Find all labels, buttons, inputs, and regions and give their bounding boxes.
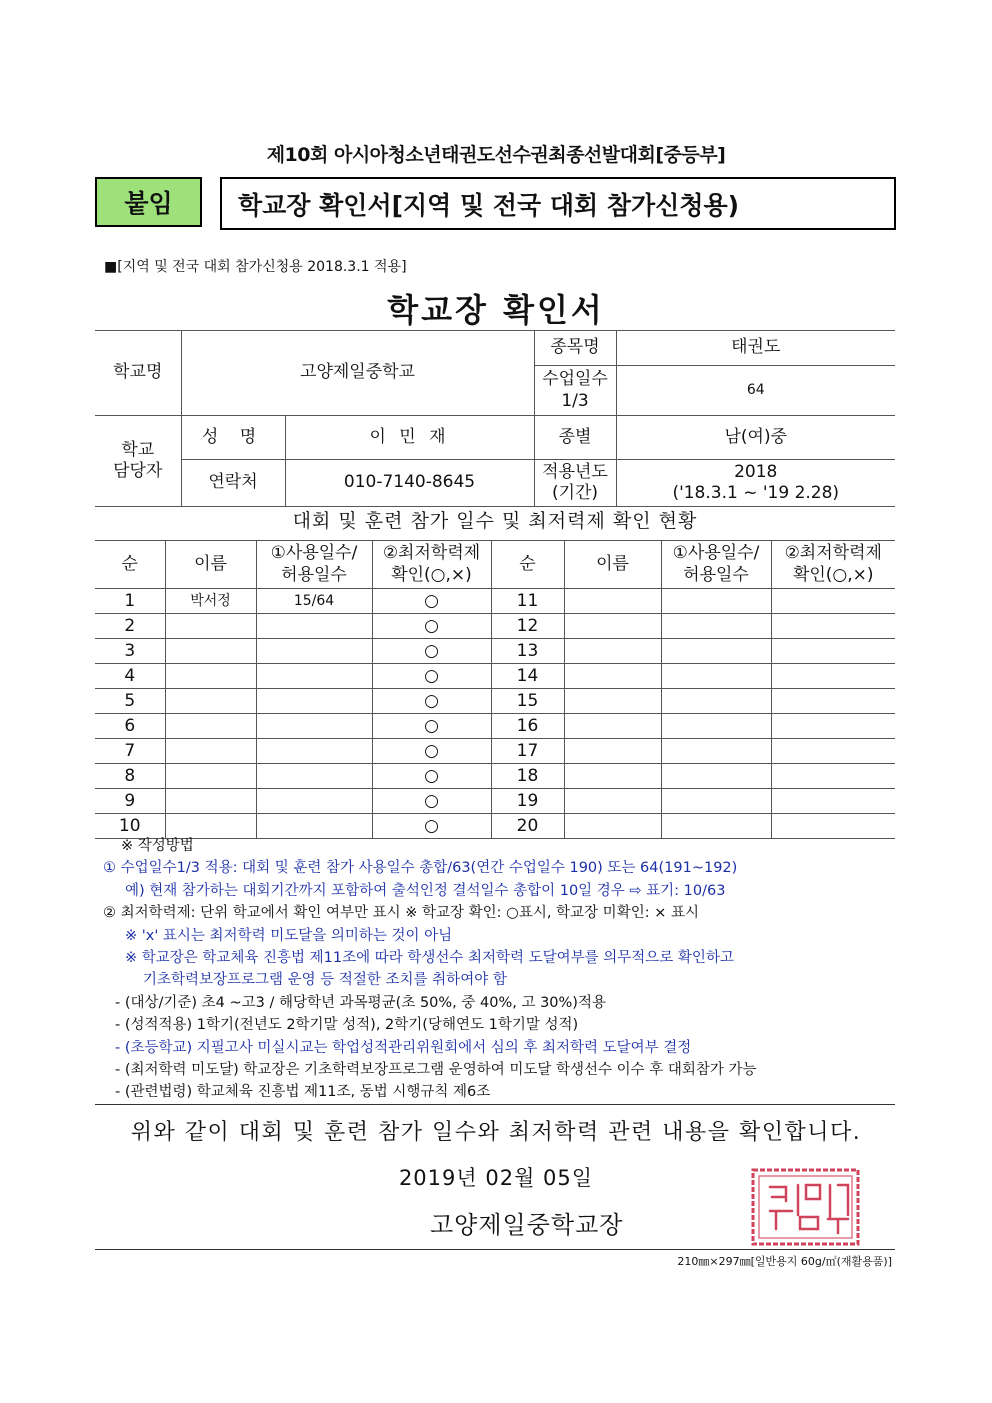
- col-check-header: [372, 541, 491, 589]
- row-check: ○: [372, 739, 491, 764]
- row-days: [256, 639, 372, 664]
- row-days: [661, 639, 771, 664]
- col-days-header-line2: 허용일수: [281, 564, 347, 585]
- instruction-1: ① 수업일수1/3 적용: 대회 및 훈련 참가 사용일수 총합/63(연간 수업일수 190) 또는 64(191~192): [103, 860, 738, 877]
- detail-law: - (관련법령) 학교체육 진흥법 제11조, 동법 시행규칙 제6조: [115, 1084, 491, 1101]
- col-name-header-2: 이름: [564, 541, 661, 589]
- row-days: [256, 739, 372, 764]
- row-check: [771, 714, 895, 739]
- row-days: [661, 589, 771, 614]
- table-row: [95, 689, 895, 714]
- col-check-header-2: [771, 541, 895, 589]
- row-check: ○: [372, 664, 491, 689]
- row-days: [661, 714, 771, 739]
- row-no: 19: [491, 789, 564, 814]
- confirmation-statement: 위와 같이 대회 및 훈련 참가 일수와 최저학력 관련 내용을 확인합니다.: [130, 1120, 862, 1145]
- class-days-label-line1: 수업일수: [542, 369, 608, 390]
- detail-target: - (대상/기준) 초4 ~고3 / 해당학년 과목평균(초 50%, 중 40%, 고 30%)적용: [115, 994, 606, 1011]
- col-no-header: 순: [95, 541, 165, 589]
- row-name: 박서정: [165, 589, 256, 614]
- detail-below-minimum: - (최저학력 미도달) 학교장은 기초학력보장프로그램 운영하여 미도달 학생선수 이수 후 대회참가 가능: [115, 1062, 757, 1079]
- row-no: 3: [95, 639, 165, 664]
- class-days-label: [534, 366, 616, 416]
- instruction-4-cont: 기초학력보장프로그램 운영 등 적절한 조치를 취하여야 함: [143, 972, 507, 989]
- official-seal-stamp: [750, 1167, 861, 1247]
- year-value-line2: ('18.3.1 ~ '19 2.28): [672, 483, 840, 503]
- instruction-1-example: 예) 현재 참가하는 대회기간까지 포함하여 출석인정 결석일수 총합이 10일 경우 ⇨ 표기: 10/63: [125, 882, 726, 899]
- row-no: 10: [95, 814, 165, 839]
- row-days: [256, 614, 372, 639]
- row-no: 17: [491, 739, 564, 764]
- row-check: [771, 639, 895, 664]
- table-header-row: [95, 541, 895, 589]
- row-no: 8: [95, 764, 165, 789]
- status-heading: 대회 및 훈련 참가 일수 및 최저력제 확인 현황: [292, 510, 698, 532]
- divider: [95, 1104, 895, 1105]
- row-name: [564, 714, 661, 739]
- year-label-line1: 적용년도: [542, 461, 608, 482]
- row-check: ○: [372, 639, 491, 664]
- table-row: [95, 739, 895, 764]
- row-check: [771, 739, 895, 764]
- type-label: 종별: [534, 416, 616, 460]
- instructions: [103, 835, 903, 1104]
- row-no: 11: [491, 589, 564, 614]
- row-check: ○: [372, 614, 491, 639]
- type-value: 남(여)중: [616, 416, 895, 460]
- row-no: 1: [95, 589, 165, 614]
- row-name: [564, 614, 661, 639]
- row-check: [771, 589, 895, 614]
- table-row: [95, 589, 895, 614]
- contact-label-line2: 담당자: [113, 461, 163, 481]
- col-days-header-2-line2: 허용일수: [683, 564, 749, 585]
- school-name-label: 학교명: [95, 331, 181, 416]
- col-days-header-2-line1: ①사용일수/: [672, 543, 760, 564]
- info-table: [95, 330, 895, 507]
- row-days: [256, 764, 372, 789]
- row-check: ○: [372, 789, 491, 814]
- row-no: 4: [95, 664, 165, 689]
- row-check: [771, 764, 895, 789]
- row-no: 5: [95, 689, 165, 714]
- row-check: ○: [372, 589, 491, 614]
- row-name: [564, 639, 661, 664]
- detail-elementary: - (초등학교) 지필고사 미실시교는 학업성적관리위원회에서 심의 후 최저학력 도달여부 결정: [115, 1039, 692, 1056]
- row-check: ○: [372, 689, 491, 714]
- row-days: [661, 614, 771, 639]
- row-no: 14: [491, 664, 564, 689]
- row-no: 12: [491, 614, 564, 639]
- table-row: [95, 714, 895, 739]
- table-row: [95, 789, 895, 814]
- col-days-header-line1: ①사용일수/: [270, 543, 358, 564]
- row-no: 13: [491, 639, 564, 664]
- row-days: [661, 789, 771, 814]
- phone-value: 010-7140-8645: [285, 460, 534, 507]
- participation-table: [95, 540, 895, 839]
- row-no: 7: [95, 739, 165, 764]
- col-check-header-2-line1: ②최저학력제: [784, 543, 882, 564]
- row-days: [661, 764, 771, 789]
- row-days: [661, 739, 771, 764]
- detail-grades: - (성적적용) 1학기(전년도 2학기말 성적), 2학기(당해연도 1학기말 성적): [115, 1017, 579, 1034]
- row-name: [564, 764, 661, 789]
- instructions-title: ※ 작성방법: [121, 838, 194, 854]
- row-no: 16: [491, 714, 564, 739]
- row-name: [165, 689, 256, 714]
- principal-name: 고양제일중학교장: [430, 1211, 624, 1239]
- paper-spec: 210㎜×297㎜[일반용지 60g/㎡(재활용품)]: [677, 1255, 892, 1268]
- row-name: [165, 739, 256, 764]
- row-check: ○: [372, 764, 491, 789]
- row-name: [165, 614, 256, 639]
- col-check-header-line2: 확인(○,×): [391, 564, 472, 585]
- row-days: [661, 689, 771, 714]
- year-value-line1: 2018: [734, 461, 778, 482]
- row-name: [564, 589, 661, 614]
- row-name: [165, 664, 256, 689]
- row-name: [564, 664, 661, 689]
- row-check: [771, 664, 895, 689]
- row-days: [256, 789, 372, 814]
- school-name-value: 고양제일중학교: [181, 331, 534, 416]
- row-no: 6: [95, 714, 165, 739]
- year-label-line2: (기간): [551, 483, 599, 503]
- row-check: ○: [372, 814, 491, 839]
- phone-label: 연락처: [181, 460, 285, 507]
- row-check: [771, 789, 895, 814]
- contact-label-line1: 학교: [121, 439, 155, 460]
- row-name: [564, 689, 661, 714]
- table-row: [95, 639, 895, 664]
- table-row: [95, 614, 895, 639]
- row-no: 18: [491, 764, 564, 789]
- row-name: [165, 639, 256, 664]
- application-note: ■[지역 및 전국 대회 참가신청용 2018.3.1 적용]: [104, 259, 407, 275]
- row-check: [771, 614, 895, 639]
- row-days: [256, 664, 372, 689]
- row-name: [165, 764, 256, 789]
- table-row: [95, 764, 895, 789]
- row-days: [661, 664, 771, 689]
- footer-divider: [95, 1249, 895, 1250]
- sport-value: 태권도: [616, 331, 895, 366]
- row-no: 20: [491, 814, 564, 839]
- contact-label: [95, 416, 181, 507]
- year-value: [616, 460, 895, 507]
- row-no: 9: [95, 789, 165, 814]
- col-days-header-2: [661, 541, 771, 589]
- name-value: 이 민 재: [285, 416, 534, 460]
- instruction-2: ② 최저학력제: 단위 학교에서 확인 여부만 표시 ※ 학교장 확인: ○표시, 학교장 미확인: × 표시: [103, 905, 699, 922]
- row-no: 15: [491, 689, 564, 714]
- instruction-3: ※ 'x' 표시는 최저학력 미도달을 의미하는 것이 아님: [125, 927, 453, 944]
- row-no: 2: [95, 614, 165, 639]
- document-title: 학교장 확인서: [387, 291, 605, 329]
- document-heading: 학교장 확인서[지역 및 전국 대회 참가신청용): [220, 177, 896, 230]
- name-label: 성 명: [181, 416, 285, 460]
- col-check-header-line1: ②최저학력제: [382, 543, 481, 564]
- row-check: ○: [372, 714, 491, 739]
- row-check: [771, 689, 895, 714]
- row-days: 15/64: [256, 589, 372, 614]
- row-days: [256, 714, 372, 739]
- row-name: [165, 714, 256, 739]
- col-no-header-2: 순: [491, 541, 564, 589]
- table-row: [95, 664, 895, 689]
- instruction-4: ※ 학교장은 학교체육 진흥법 제11조에 따라 학생선수 최저학력 도달여부를 의무적으로 확인하고: [125, 950, 734, 967]
- sport-label: 종목명: [534, 331, 616, 366]
- issue-date: 2019년 02월 05일: [398, 1166, 594, 1190]
- col-check-header-2-line2: 확인(○,×): [792, 564, 874, 585]
- col-name-header: 이름: [165, 541, 256, 589]
- row-name: [564, 789, 661, 814]
- event-title: 제10회 아시아청소년태권도선수권최종선발대회[중등부]: [266, 144, 726, 166]
- year-label: [534, 460, 616, 507]
- class-days-label-line2: 1/3: [561, 390, 589, 411]
- row-days: [256, 689, 372, 714]
- col-days-header: [256, 541, 372, 589]
- attachment-badge: 붙임: [95, 177, 202, 227]
- row-name: [165, 789, 256, 814]
- row-name: [564, 739, 661, 764]
- class-days-value: 64: [616, 366, 895, 416]
